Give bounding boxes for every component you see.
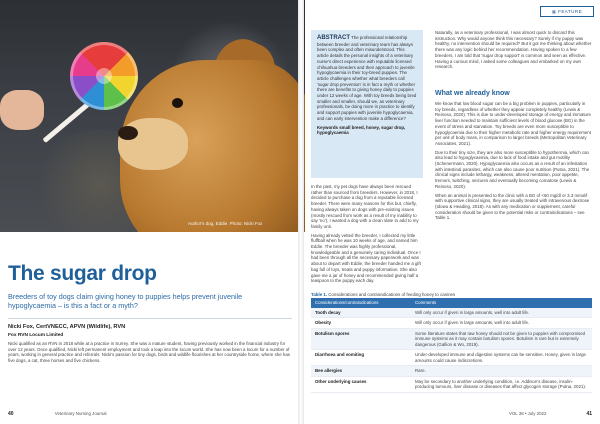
table-header: Comments [411,298,592,308]
table-row [311,318,592,329]
table-cell: Diarrhoea and vomiting [311,350,411,366]
column-3-body [435,101,592,224]
keywords: Keywords small breed, honey, sugar drop, hypoglycaemia [317,124,406,136]
page-number-left: 40 [8,411,14,417]
table-cell: Bee allergies [311,366,411,377]
table-cell: May be secondary to another underlying condition, i.e. Addison's disease, insulin-producing tumours, liver disease or diseases that affect glycogen storage (Putna, 2021). [411,376,592,392]
table-cell: Rare. [411,366,592,377]
table-caption: Table 1. Considerations and contraindications of feeding honey to canines [311,292,456,297]
table-row [311,308,592,318]
right-footer [311,411,592,417]
photo-caption: Author's dog, Eddie. Photo: Nicki Fox [188,221,263,226]
author-affiliation: Fox RVN Locum Limited [8,333,64,338]
table-row [311,350,592,366]
article-subtitle: Breeders of toy dogs claim giving honey to puppies helps prevent juvenile hypoglycaemia – is this a fact or a myth? [8,292,243,311]
hand [0,90,44,130]
table-row [311,376,592,392]
paragraph: We know that low blood sugar can be a big problem in puppies, particularly in toy breeds, regardless of whether they appear completely healthy (Lewis & Reinoso, 2020). This is due to under-developed storage of energy and immature liver function needed to maintain sufficient levels of blood glucose (BG) in the event of stress and starvation. Toy breeds are even more susceptible to hypoglycaemia due to their higher metabolic rate and higher energy requirement per unit of body mass, in comparison to larger breeds (Metropolitan Veterinary Associates, 2021). [435,101,591,146]
table-cell: Botulism spores [311,328,411,350]
table-cell: Tooth decay [311,308,411,318]
feature-tag: ▦ FEATURE [540,6,594,17]
page-number-right: 41 [586,411,592,417]
table-cell: Under-developed immune and digestive systems can be sensitive. Honey, given in large amounts could cause indiscretions. [411,350,592,366]
paragraph: When an animal is presented to the clinic with a BG of <60 mg/dl or 3.3 mmol/l with supportive clinical signs, they are usually treated with intravenous dextrose (Idowu & Heading, 2018). As with any medication or supplement, careful consideration should be given to the potential risks or contraindications – see Table 1. [435,192,590,221]
column-3-top [435,30,592,73]
gutter [298,0,304,424]
table-row [311,366,592,377]
paragraph: Due to their tiny size, they are also more susceptible to hypothermia, which can also lead to hypoglycaemia, due to lack of food intake and gut motility (Schenermann, 2020). Hypoglycaemia also occurs as a result of an infestation with intestinal parasites, which can also cause poor nutrition (Putna, 2021). The clinical signs include lethargy, weakness, altered mentation, poor appetite, tremors, twitching, seizures and eventually becoming comatose (Lewis & Reinoso, 2020). [435,149,590,189]
divider [8,318,292,319]
journal-name: Veterinary Nursing Journal [54,411,107,416]
table-cell: Some literature states that raw honey should not be given to puppies with compromised immune systems as it may contain botulism spores. Botulism is rare but is extremely dangerous (Gallion & Wo, 2019). [411,328,592,350]
left-footer [8,411,107,417]
table-cell: Obesity [311,318,411,329]
paragraph: In the past, my pet dogs have always been rescued rather than sourced from breeders. However, in 2018, I decided to purchase a dog from a reputable licensed breeder. There were many reasons for this but, chiefly, having always taken on dogs with pre-existing issues (mostly rescued from work as a result of my inability to say 'no'), I wanted a dog with a clean slate to add to my family unit. [311,184,419,229]
table-cell: Will only occur if given in large amounts, well into adult life. [411,308,592,318]
abstract-heading: ABSTRACT [317,35,350,41]
table-cell: Will only occur if given in large amounts, well into adult life. [411,318,592,329]
feature-icon: ▦ [551,9,557,14]
table-header-row [311,298,592,308]
abstract-text: The professional relationship between breeder and veterinary team has always been complex and often misunderstood. This article details the personal insights of a veterinary nurse's direct experience with reputable licensed chihuahua breeders and their approach to juvenile hypoglycaemia in their toy-breed puppies. The article challenges whether what breeders call 'sugar drop prevention' is in fact a myth or whether there are benefits to giving honey daily to puppies under 12 weeks of age. With toy breeds being bred smaller and smaller, should we, as veterinary professionals, be doing more in practice to identify and support puppies with juvenile hypoglycaemia, and can early intervention make a difference? [317,35,417,121]
feature-photo [0,0,305,232]
paragraph: Naturally, as a veterinary professional, I was almost quick to discard this instruction. Why would anyone think this necessary? Surely if my puppy was healthy, no intervention should be required? But it got me thinking about whether there was any logic behind her recommendation. Having spoken to a few breeders, I am told that 'sugar drop support' is common and seen as effective. Having a curious mind, I asked some colleagues and embarked on my own research. [435,30,592,70]
table-cell: Other underlying causes [311,376,411,392]
section-heading: What we already know [435,90,510,97]
abstract-box [311,30,423,178]
table-header: Considerations/contraindications [311,298,411,308]
article-title: The sugar drop [8,262,157,285]
issue-info: VOL 38 • July 2022 [508,411,547,416]
considerations-table [311,298,592,393]
paragraph: Having already vetted the breeder, I collected my little fluffball when he was 10 weeks of age, and named him Eddie. The breeder was highly professional, knowledgeable and a genuinely caring individual. Once I had been through all the necessary paperwork and was about to depart with Eddie, the breeder handed me a gift bag full of toys, treats and puppy information. She also gave me a jar of honey and recommended giving half a teaspoon to the puppy each day. [311,232,421,284]
author-bio: Nicki qualified as an RVN in 2018 while at a practice in Surrey. She was a mature student, having previously worked in the financial industry for over 12 years. Once qualified, Nicki left permanent employment and took a leap into the locum world. She has now been a locum for a number of years, working in general practice and referrals. Nicki's passion for tiny dogs, birds and wildlife flourishes at her countryside home, where she has five dogs, a cat, three horses and five chickens. [8,341,290,364]
column-2 [311,184,423,287]
table-row [311,328,592,350]
author-name: Nicki Fox, CertVNECC, APVN (Wildlife), RVN [8,324,126,330]
